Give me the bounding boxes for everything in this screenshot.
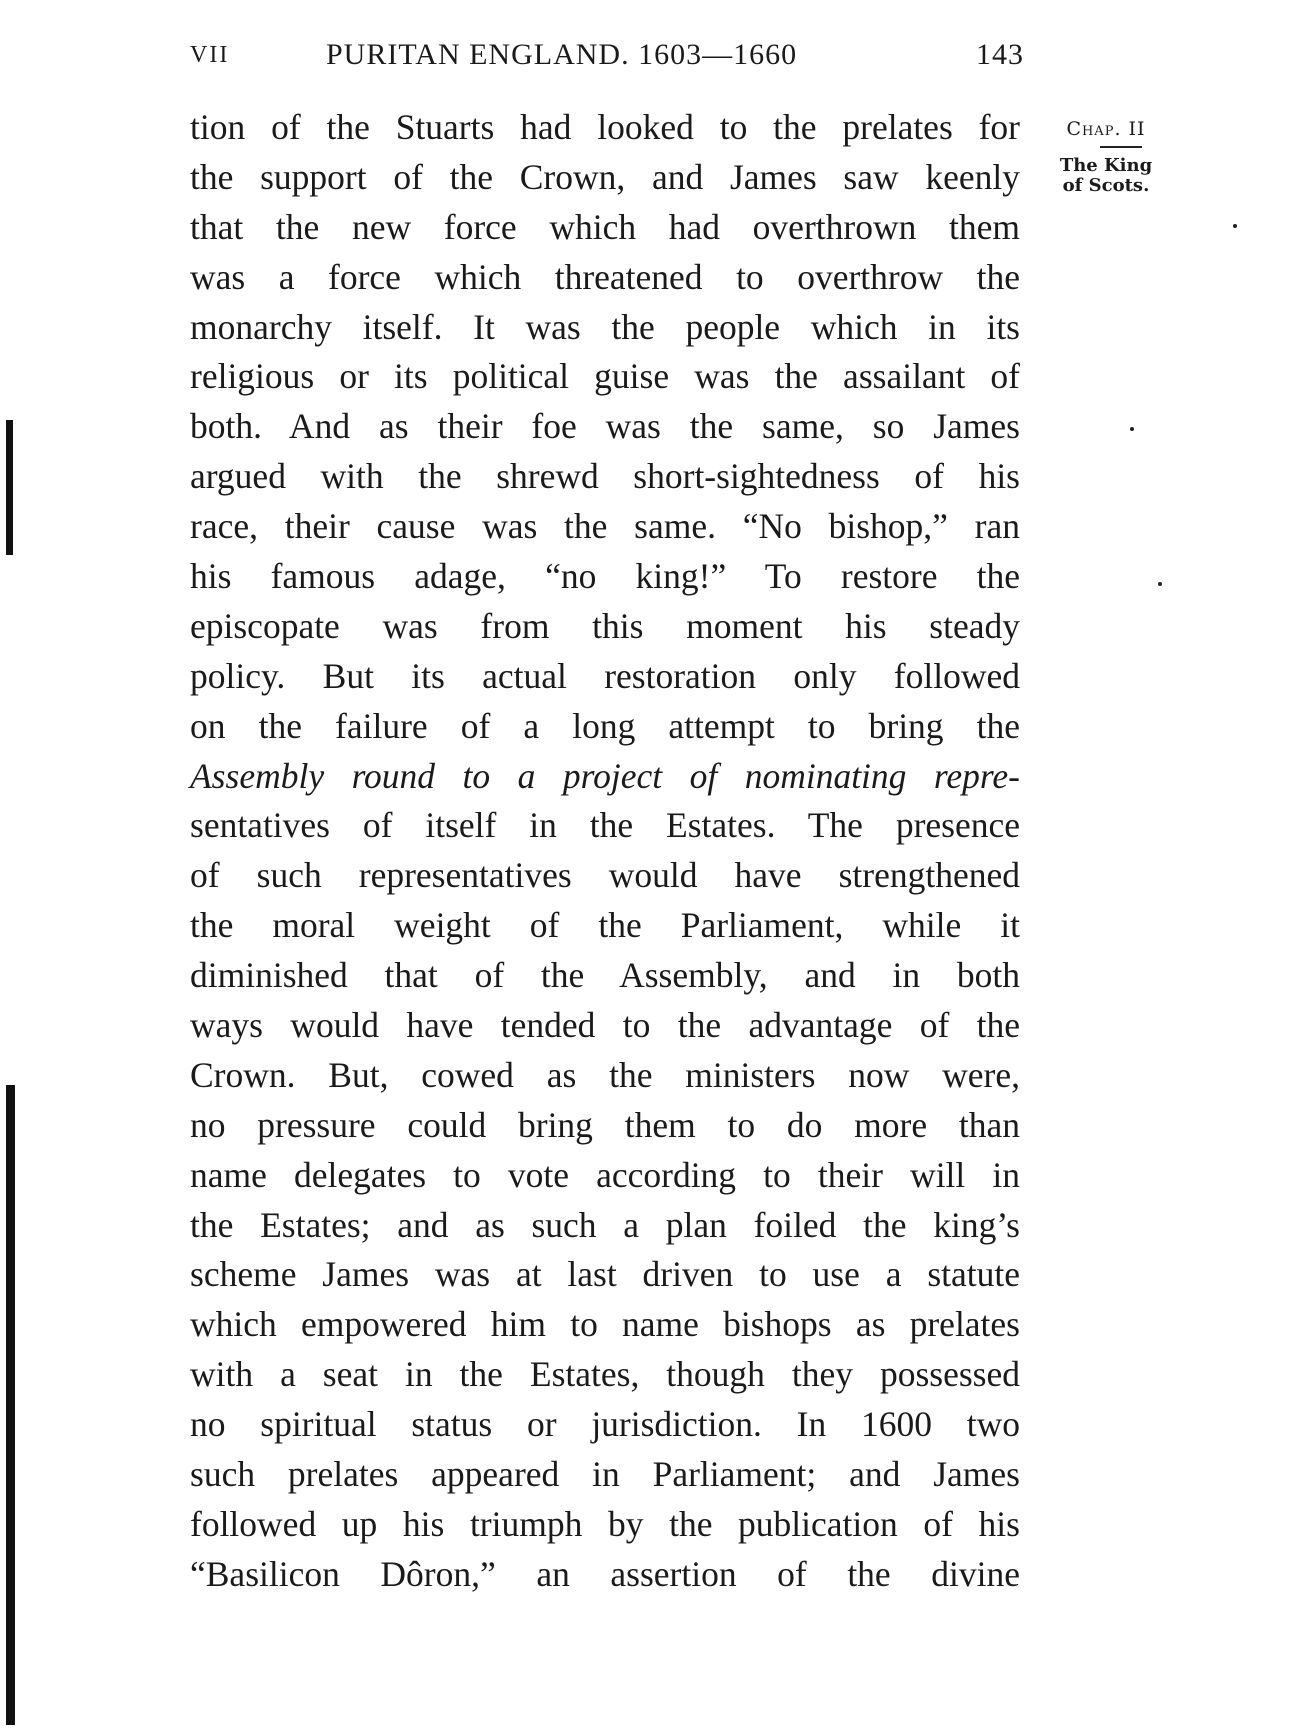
page-number: 143 [976,38,1024,71]
text-line: episcopate was from this moment his steady [190,605,1020,646]
sidenote [1046,156,1166,196]
margin-notes [1046,118,1166,196]
scan-speck [1233,224,1237,228]
text-line: the moral weight of the Parliament, while it [190,905,1020,946]
text-line: the support of the Crown, and James saw keenly [190,156,1020,197]
body-text [190,103,1020,1600]
text-line: race, their cause was the same. “No bishop,” ran [190,506,1020,547]
chapter-rule [1100,146,1142,148]
text-line: argued with the shrewd short-sightedness of his [190,456,1020,497]
text-line: diminished that of the Assembly, and in both [190,955,1020,996]
text-line: religious or its political guise was the assailant of [190,356,1020,397]
scan-speck [1158,582,1162,586]
text-line: which empowered him to name bishops as prelates [190,1304,1020,1345]
running-head [186,38,1024,78]
text-line: Crown. But, cowed as the ministers now were, [190,1054,1020,1095]
scan-speck [1130,427,1134,431]
text-line: “Basilicon Dôron,” an assertion of the divine [190,1553,1020,1594]
chapter-label: Chap. II [1066,118,1146,140]
text-line: both. And as their foe was the same, so James [190,406,1020,447]
text-line: with a seat in the Estates, though they possessed [190,1354,1020,1395]
text-line: his famous adage, “no king!” To restore the [190,556,1020,597]
scan-edge-mark [6,420,13,555]
text-line: on the failure of a long attempt to bring the [190,705,1020,746]
scan-edge-mark [6,1085,15,1725]
text-line: of such representatives would have strengthened [190,855,1020,896]
text-line: tion of the Stuarts had looked to the prelates for [190,107,1020,147]
text-line: Assembly round to a project of nominating repre- [190,755,1020,796]
text-line: sentatives of itself in the Estates. The presence [190,805,1020,846]
running-head-chapter: VII [190,42,230,68]
sidenote-line-2: of Scots. [1062,175,1150,196]
text-line: no pressure could bring them to do more than [190,1104,1020,1145]
text-line: no spiritual status or jurisdiction. In 1600 two [190,1404,1020,1445]
running-head-title: PURITAN ENGLAND. 1603—1660 [326,38,798,71]
text-line: scheme James was at last driven to use a statute [190,1254,1020,1295]
text-line: policy. But its actual restoration only followed [190,655,1020,696]
text-line: the Estates; and as such a plan foiled the king’s [190,1204,1020,1245]
text-line: was a force which threatened to overthrow the [190,256,1020,297]
text-line: such prelates appeared in Parliament; and James [190,1454,1020,1495]
text-line: followed up his triumph by the publication of his [190,1503,1020,1544]
sidenote-line-1: The King [1059,155,1153,176]
text-line: that the new force which had overthrown them [190,206,1020,247]
text-line: ways would have tended to the advantage of the [190,1005,1020,1046]
text-line: monarchy itself. It was the people which in its [190,306,1020,347]
text-line: name delegates to vote according to their will in [190,1154,1020,1195]
